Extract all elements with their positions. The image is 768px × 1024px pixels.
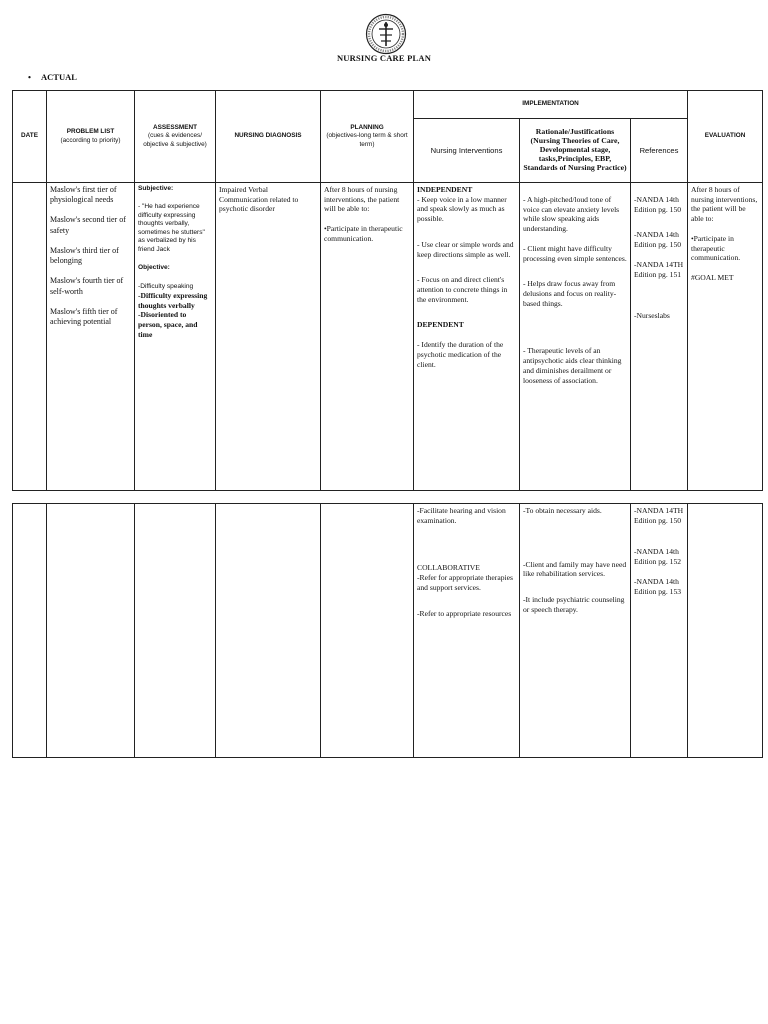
page-title: NURSING CARE PLAN (336, 53, 432, 63)
header-date: DATE (13, 91, 47, 183)
care-plan-continuation-table (12, 503, 763, 758)
cell-interventions (414, 504, 520, 758)
collaborative-label: COLLABORATIVE (417, 563, 480, 573)
header-assessment (135, 91, 216, 183)
list-item: -NANDA 14th Edition pg. 152 (634, 547, 682, 567)
bullet-icon: • (28, 72, 31, 82)
cell-planning (321, 183, 414, 491)
header-assessment-sub: (cues & evidences/ objective & subjective) (143, 132, 207, 148)
cell-references (631, 183, 688, 491)
cell-references (631, 504, 688, 758)
independent-label: INDEPENDENT (417, 185, 473, 194)
list-item: -Difficulty expressing thoughts verbally (138, 290, 208, 310)
cell-diagnosis: Impaired Verbal Communication related to psychotic disorder (216, 183, 321, 491)
cell-date (13, 183, 47, 491)
list-item: - Client might have difficulty processing even simple sentences. (523, 243, 627, 263)
cell-assessment (135, 183, 216, 491)
list-item: -NANDA 14th Edition pg. 153 (634, 576, 682, 596)
cell-problem-list (47, 183, 135, 491)
header-planning-sub: (objectives-long term & short term) (326, 132, 408, 148)
list-item: - A high-pitched/loud tone of voice can elevate anxiety levels while slow speaking aids understanding. (523, 195, 620, 234)
list-item: -Facilitate hearing and vision examination. (417, 506, 506, 525)
list-item: Maslow's fifth tier of achieving potential (50, 306, 118, 327)
list-item: -Refer to appropriate resources (417, 608, 512, 618)
list-item: -Disoriented to person, space, and time (138, 310, 198, 339)
list-item: -Refer for appropriate therapies and support services. (417, 573, 513, 592)
section-label (28, 72, 77, 82)
header-rationale: Rationale/Justifications (Nursing Theories of Care, Developmental stage, tasks,Principles, EBP, Standards of Nursing Practice) (520, 119, 631, 183)
cell-interventions (414, 183, 520, 491)
cell-evaluation (688, 183, 763, 491)
planning-goal: •Participate in therapeutic communication. (324, 224, 403, 243)
list-item: -It include psychiatric counseling or speech therapy. (523, 595, 625, 614)
section-label-text: ACTUAL (41, 72, 77, 82)
list-item: -Nurseslabs (634, 311, 670, 321)
list-item: -NANDA 14th Edition pg. 150 (634, 230, 682, 250)
list-item: -NANDA 14th Edition pg. 150 (634, 195, 682, 214)
planning-text: After 8 hours of nursing interventions, the patient will be able to: (324, 185, 400, 214)
list-item: - Helps draw focus away from delusions and focus on reality-based things. (523, 279, 617, 308)
evaluation-goal: •Participate in therapeutic communication. (691, 233, 741, 263)
cell-problem-list (47, 504, 135, 758)
list-item: -NANDA 14TH Edition pg. 150 (634, 506, 684, 525)
goal-status: #GOAL MET (691, 273, 734, 283)
header-references: References (631, 119, 688, 183)
list-item: - Focus on and direct client's attention to concrete things in the environment. (417, 275, 508, 304)
cell-planning (321, 504, 414, 758)
header-nursing-interventions: Nursing Interventions (414, 119, 520, 183)
college-seal-icon (365, 13, 407, 55)
header-problem-list-sub: (according to priority) (60, 136, 121, 144)
cell-diagnosis (216, 504, 321, 758)
dependent-label: DEPENDENT (417, 320, 464, 330)
list-item: - Identify the duration of the psychotic medication of the client. (417, 340, 504, 369)
objective-label: Objective: (138, 264, 170, 272)
header-implementation: IMPLEMENTATION (414, 91, 688, 119)
list-item: - Use clear or simple words and keep directions simple as well. (417, 239, 514, 259)
list-item: -Difficulty speaking (138, 282, 194, 290)
list-item: - Keep voice in a low manner and speak slowly as much as possible. (417, 194, 507, 224)
header-planning (321, 91, 414, 183)
cell-evaluation (688, 504, 763, 758)
cell-rationale (520, 183, 631, 491)
list-item: Maslow's third tier of belonging (50, 245, 119, 266)
cell-rationale (520, 504, 631, 758)
evaluation-text: After 8 hours of nursing interventions, the patient will be able to: (691, 185, 758, 224)
header-problem-list-title: PROBLEM LIST (66, 128, 115, 136)
list-item: - Therapeutic levels of an antipsychotic aids clear thinking and diminishes derailment or looseness of association. (523, 346, 622, 385)
cell-assessment (135, 504, 216, 758)
subjective-label: Subjective: (138, 185, 174, 192)
header-evaluation: EVALUATION (688, 91, 763, 183)
header-nursing-diagnosis: NURSING DIAGNOSIS (216, 91, 321, 183)
list-item: Maslow's fourth tier of self-worth (50, 276, 124, 296)
list-item: -Client and family may have need like rehabilitation services. (523, 559, 627, 579)
header-assessment-title: ASSESSMENT (152, 124, 198, 132)
header-problem-list (47, 91, 135, 183)
cell-date (13, 504, 47, 758)
header-planning-title: PLANNING (350, 124, 384, 132)
list-item: Maslow's second tier of safety (50, 215, 126, 235)
subjective-text: - "He had experience difficulty expressing thoughts verbally, sometimes he stutters" as verbalized by his friend Jack (138, 203, 205, 253)
list-item: -To obtain necessary aids. (523, 506, 602, 515)
list-item: -NANDA 14TH Edition pg. 151 (634, 259, 684, 279)
list-item: Maslow's first tier of physiological needs (50, 185, 117, 205)
care-plan-table (12, 90, 763, 491)
